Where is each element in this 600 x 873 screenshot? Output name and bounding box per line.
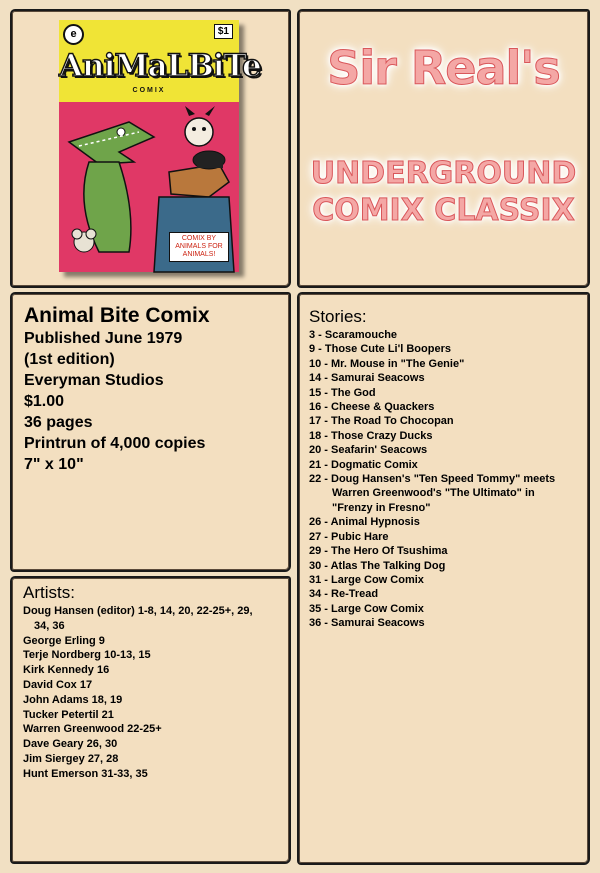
artist-entry	[23, 648, 281, 663]
artist-entry-text: Terje Nordberg 10-13, 15	[23, 649, 151, 662]
info-panel	[10, 292, 291, 572]
artist-entry	[23, 708, 281, 723]
artist-entry-text: David Cox 17	[23, 678, 93, 691]
story-entry	[309, 429, 580, 443]
published-date: Published June 1979	[24, 330, 183, 347]
artists-heading: Artists:	[23, 583, 75, 602]
story-entry-text: 15 - The God	[309, 386, 376, 399]
story-entry-text: 3 - Scaramouche	[309, 329, 398, 341]
title-panel	[297, 9, 590, 288]
story-entry-text: 36 - Samurai Seacows	[309, 617, 425, 630]
artist-entry	[23, 678, 281, 693]
dimensions: 7" x 10"	[24, 456, 84, 473]
site-subtitle-line-1: UNDERGROUND	[310, 156, 577, 191]
artist-entry-text: Kirk Kennedy 16	[23, 664, 110, 677]
cover-corner-box: COMIX BY ANIMALS FOR ANIMALS!	[169, 232, 229, 262]
story-entry	[309, 544, 580, 558]
cover-panel	[10, 9, 291, 288]
artist-entry	[23, 737, 281, 752]
price: $1.00	[24, 393, 65, 410]
site-subtitle-line-2: COMIX CLASSIX	[312, 193, 575, 228]
page-count: 36 pages	[24, 414, 93, 431]
story-entry	[309, 443, 580, 457]
story-entry	[309, 357, 580, 371]
story-entry	[309, 573, 580, 587]
publisher: Everyman Studios	[24, 372, 164, 389]
story-entry	[309, 559, 580, 573]
artist-entry	[23, 752, 281, 767]
story-entry	[309, 328, 580, 342]
story-entry-text: Warren Greenwood's "The Ultimato" in	[332, 487, 535, 500]
story-entry-text: 26 - Animal Hypnosis	[309, 516, 420, 529]
printrun: Printrun of 4,000 copies	[24, 435, 206, 452]
story-entry	[309, 458, 580, 472]
artist-entry-text: John Adams 18, 19	[23, 693, 123, 706]
artist-entry-text: Tucker Petertil 21	[23, 708, 114, 721]
cover-subtitle: COMIX	[132, 87, 166, 94]
artist-entry-text: Dave Geary 26, 30	[23, 738, 118, 751]
story-entry-text: 18 - Those Crazy Ducks	[309, 429, 433, 442]
story-entry	[309, 587, 580, 601]
story-entry	[309, 371, 580, 385]
story-entry	[309, 386, 580, 400]
stories-list	[309, 328, 580, 631]
story-entry	[309, 342, 580, 356]
story-entry-text: 17 - The Road To Chocopan	[309, 415, 454, 428]
comic-title: Animal Bite Comix	[24, 304, 210, 327]
artist-entry	[23, 663, 281, 678]
artist-entry	[23, 722, 281, 737]
artists-panel	[10, 576, 291, 864]
story-entry	[309, 602, 580, 616]
story-entry	[309, 400, 580, 414]
artist-entry-text: Jim Siergey 27, 28	[23, 752, 119, 765]
story-entry-text: 21 - Dogmatic Comix	[309, 458, 418, 471]
stories-heading: Stories:	[309, 307, 367, 326]
story-entry-text: 34 - Re-Tread	[309, 588, 379, 601]
story-entry-text: 31 - Large Cow Comix	[309, 573, 424, 586]
cover-price: $1	[214, 24, 233, 39]
story-entry-text: 35 - Large Cow Comix	[309, 602, 424, 615]
story-entry-text: 22 - Doug Hansen's "Ten Speed Tommy" meets	[309, 473, 556, 486]
story-entry	[309, 515, 580, 529]
artist-entry	[23, 693, 281, 708]
comic-info	[24, 304, 210, 475]
story-entry-text: "Frenzy in Fresno"	[332, 501, 431, 514]
artist-entry-text: George Erling 9	[23, 634, 105, 647]
site-title: Sir Real's	[327, 41, 560, 95]
artist-entry	[23, 604, 281, 634]
edition: (1st edition)	[24, 351, 115, 368]
story-entry-text: 27 - Pubic Hare	[309, 530, 389, 543]
artists-list	[23, 604, 281, 782]
story-entry-text: 30 - Atlas The Talking Dog	[309, 559, 446, 572]
artist-entry-text: Doug Hansen (editor) 1-8, 14, 20, 22-25+, 29,	[23, 605, 253, 617]
story-entry	[309, 616, 580, 630]
artist-entry-text: Warren Greenwood 22-25+	[23, 723, 162, 736]
story-entry-text: 9 - Those Cute Li'l Boopers	[309, 343, 451, 356]
story-entry-text: 10 - Mr. Mouse in "The Genie"	[309, 357, 465, 370]
story-entry-text: 16 - Cheese & Quackers	[309, 401, 435, 414]
artist-entry-text: Hunt Emerson 31-33, 35	[23, 767, 148, 780]
publisher-logo: e	[63, 24, 84, 45]
stories-panel	[297, 292, 590, 865]
story-entry-text: 14 - Samurai Seacows	[309, 372, 425, 385]
cover-title: AniMaLBiTe	[59, 48, 261, 84]
story-entry	[309, 530, 580, 544]
artist-entry	[23, 767, 281, 782]
artist-entry-text: 34, 36	[34, 619, 65, 632]
cover-image	[59, 20, 261, 272]
story-entry-text: 29 - The Hero Of Tsushima	[309, 545, 448, 558]
story-entry-text: 20 - Seafarin' Seacows	[309, 444, 428, 457]
artist-entry	[23, 634, 281, 649]
story-entry	[309, 472, 580, 515]
story-entry	[309, 414, 580, 428]
